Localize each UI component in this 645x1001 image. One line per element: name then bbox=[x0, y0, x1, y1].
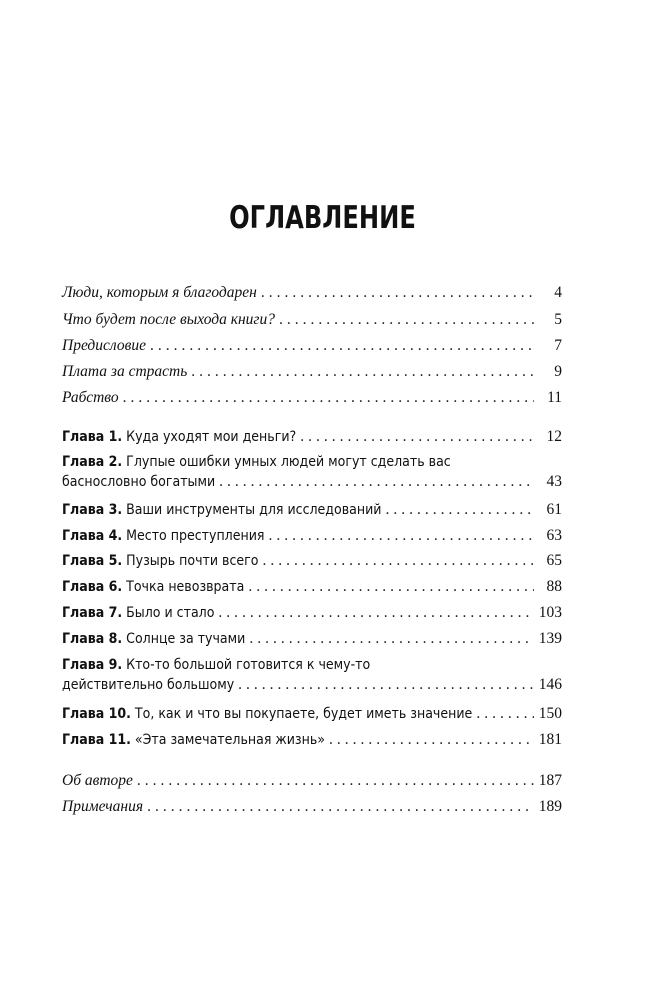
toc-page-number: 103 bbox=[538, 604, 562, 621]
chapter-title: Кто-то большой готовится к чему-то bbox=[126, 657, 371, 673]
toc-page-number: 5 bbox=[554, 311, 562, 328]
dot-leader bbox=[150, 336, 534, 356]
toc-chapter-3 bbox=[62, 500, 562, 520]
toc-entry-notes bbox=[62, 797, 562, 817]
toc-page-number: 4 bbox=[554, 284, 562, 301]
dot-leader bbox=[279, 310, 534, 330]
chapter-label: Глава 4. bbox=[62, 528, 123, 544]
toc-page-number: 139 bbox=[538, 630, 562, 647]
chapter-label: Глава 11. bbox=[62, 732, 131, 748]
dot-leader bbox=[191, 362, 534, 382]
toc-entry-title: Плата за страсть bbox=[62, 363, 188, 380]
dot-leader bbox=[261, 283, 534, 303]
chapter-title: Ваши инструменты для исследований bbox=[126, 502, 382, 518]
toc-page-number: 88 bbox=[546, 578, 562, 595]
dot-leader bbox=[123, 388, 534, 408]
chapter-label: Глава 10. bbox=[62, 706, 131, 722]
chapter-title: Место преступления bbox=[126, 528, 265, 544]
dot-leader bbox=[300, 427, 534, 447]
toc-entry-after-release bbox=[62, 310, 562, 330]
toc-chapter-7 bbox=[62, 603, 562, 623]
dot-leader bbox=[249, 629, 534, 649]
dot-leader bbox=[137, 771, 534, 791]
toc-page-number: 181 bbox=[538, 731, 562, 748]
toc-entry-acknowledgements bbox=[62, 283, 562, 303]
toc-page-number: 187 bbox=[538, 772, 562, 789]
chapter-title: Куда уходят мои деньги? bbox=[126, 429, 297, 445]
toc-entry-slavery bbox=[62, 388, 562, 408]
toc-chapter-8 bbox=[62, 629, 562, 649]
toc-page-number: 9 bbox=[554, 363, 562, 380]
dot-leader bbox=[218, 603, 534, 623]
toc-chapter-10 bbox=[62, 704, 562, 724]
toc-chapter-11 bbox=[62, 730, 562, 750]
chapter-label: Глава 5. bbox=[62, 553, 123, 569]
chapter-title-continued: действительно большому bbox=[62, 677, 235, 693]
chapter-title: Было и стало bbox=[126, 605, 215, 621]
dot-leader bbox=[238, 675, 534, 695]
toc-entry-preface bbox=[62, 336, 562, 356]
toc-entry-title: Рабство bbox=[62, 389, 119, 406]
page-title: ОГЛАВЛЕНИЕ bbox=[229, 200, 416, 236]
chapter-title: «Эта замечательная жизнь» bbox=[134, 732, 325, 748]
chapter-title: Солнце за тучами bbox=[126, 631, 246, 647]
toc-entry-title: Примечания bbox=[62, 798, 144, 815]
toc-page-number: 7 bbox=[554, 337, 562, 354]
toc-chapter-9 bbox=[62, 655, 562, 695]
toc-page-number: 189 bbox=[538, 798, 562, 815]
chapter-label: Глава 7. bbox=[62, 605, 123, 621]
chapter-label: Глава 3. bbox=[62, 502, 123, 518]
dot-leader bbox=[147, 797, 534, 817]
toc-entry-title: Об авторе bbox=[62, 772, 133, 789]
chapter-title-continued: баснословно богатыми bbox=[62, 474, 216, 490]
dot-leader bbox=[476, 704, 534, 724]
toc-page-number: 63 bbox=[546, 527, 562, 544]
toc-page-number: 146 bbox=[538, 676, 562, 693]
toc-entry-title: Предисловие bbox=[62, 337, 146, 354]
dot-leader bbox=[219, 472, 534, 492]
chapter-title: Точка невозврата bbox=[126, 579, 245, 595]
toc-chapter-2 bbox=[62, 452, 562, 492]
toc-page-number: 43 bbox=[546, 473, 562, 490]
chapter-label: Глава 6. bbox=[62, 579, 123, 595]
toc-page-number: 61 bbox=[546, 501, 562, 518]
chapter-label: Глава 2. bbox=[62, 454, 123, 470]
dot-leader bbox=[262, 551, 534, 571]
chapter-title: То, как и что вы покупаете, будет иметь значение bbox=[134, 706, 473, 722]
toc-chapter-4 bbox=[62, 526, 562, 546]
dot-leader bbox=[268, 526, 534, 546]
toc-page-number: 65 bbox=[546, 552, 562, 569]
dot-leader bbox=[385, 500, 534, 520]
chapter-title: Пузырь почти всего bbox=[126, 553, 259, 569]
toc-page-number: 12 bbox=[546, 428, 562, 445]
toc-page-number: 11 bbox=[547, 389, 562, 406]
toc-entry-about-author bbox=[62, 771, 562, 791]
toc-chapter-5 bbox=[62, 551, 562, 571]
dot-leader bbox=[329, 730, 534, 750]
toc-page-number: 150 bbox=[538, 705, 562, 722]
toc-chapter-6 bbox=[62, 577, 562, 597]
toc-entry-title: Что будет после выхода книги? bbox=[62, 311, 275, 328]
toc-entry-price-of-passion bbox=[62, 362, 562, 382]
chapter-label: Глава 9. bbox=[62, 657, 123, 673]
toc-chapter-1 bbox=[62, 427, 562, 447]
dot-leader bbox=[248, 577, 534, 597]
chapter-label: Глава 1. bbox=[62, 429, 123, 445]
toc-entry-title: Люди, которым я благодарен bbox=[62, 284, 257, 301]
chapter-label: Глава 8. bbox=[62, 631, 123, 647]
chapter-title: Глупые ошибки умных людей могут сделать вас bbox=[126, 454, 451, 470]
